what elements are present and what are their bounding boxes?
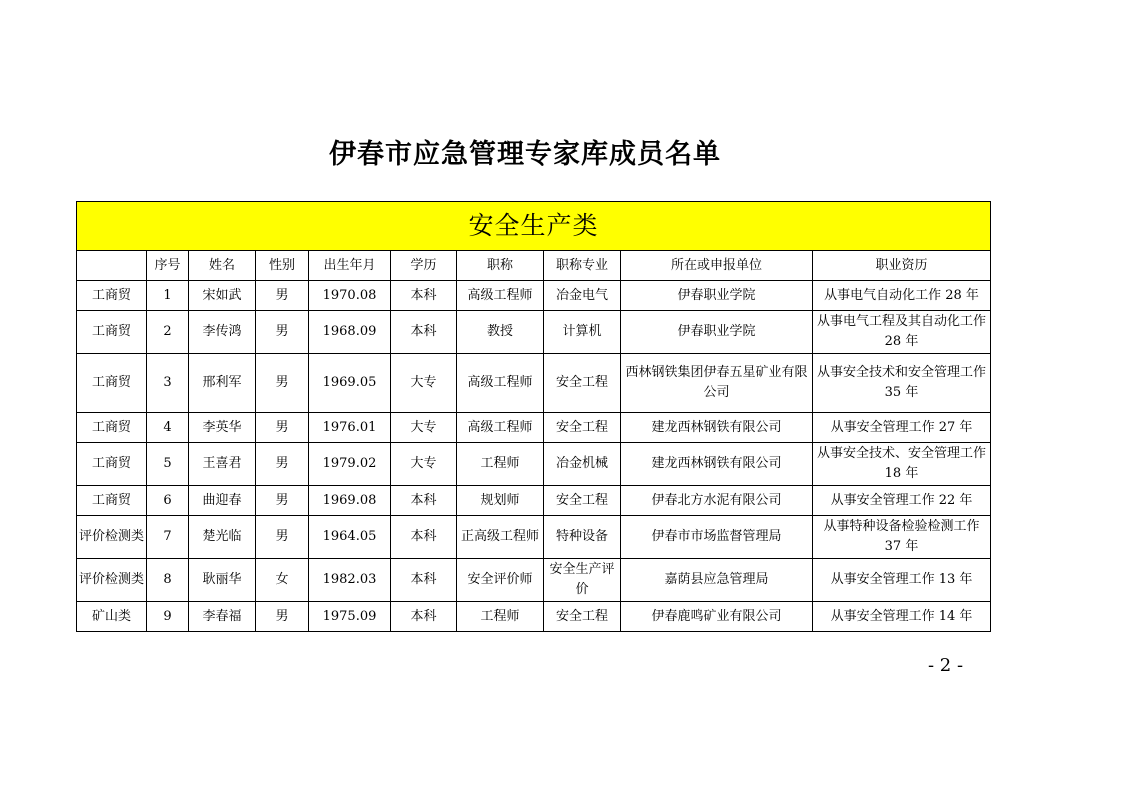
table-row [77, 354, 991, 413]
cell-organization: 建龙西林钢铁有限公司 [621, 443, 813, 486]
cell-specialty: 安全工程 [544, 354, 621, 413]
cell-index: 2 [147, 311, 189, 354]
column-header-gender: 性别 [256, 251, 309, 281]
cell-specialty: 安全工程 [544, 413, 621, 443]
cell-experience: 从事安全管理工作 22 年 [813, 486, 991, 516]
cell-title: 安全评价师 [457, 559, 544, 602]
cell-name: 曲迎春 [189, 486, 256, 516]
column-header-specialty: 职称专业 [544, 251, 621, 281]
table-row [77, 486, 991, 516]
table-row [77, 559, 991, 602]
cell-index: 7 [147, 516, 189, 559]
cell-birth: 1964.05 [309, 516, 391, 559]
cell-index: 6 [147, 486, 189, 516]
cell-experience: 从事特种设备检验检测工作 37 年 [813, 516, 991, 559]
cell-gender: 男 [256, 486, 309, 516]
cell-category: 评价检测类 [77, 559, 147, 602]
cell-specialty: 安全工程 [544, 486, 621, 516]
cell-category: 评价检测类 [77, 516, 147, 559]
cell-category: 工商贸 [77, 486, 147, 516]
cell-birth: 1979.02 [309, 443, 391, 486]
cell-specialty: 冶金机械 [544, 443, 621, 486]
cell-birth: 1976.01 [309, 413, 391, 443]
column-header-birth: 出生年月 [309, 251, 391, 281]
cell-category: 工商贸 [77, 443, 147, 486]
cell-title: 规划师 [457, 486, 544, 516]
cell-education: 大专 [391, 354, 457, 413]
cell-name: 宋如武 [189, 281, 256, 311]
cell-name: 李春福 [189, 602, 256, 632]
cell-organization: 伊春市市场监督管理局 [621, 516, 813, 559]
cell-name: 邢利军 [189, 354, 256, 413]
cell-education: 本科 [391, 281, 457, 311]
column-header-row [77, 251, 991, 281]
cell-education: 本科 [391, 486, 457, 516]
cell-specialty: 特种设备 [544, 516, 621, 559]
cell-organization: 伊春鹿鸣矿业有限公司 [621, 602, 813, 632]
cell-index: 1 [147, 281, 189, 311]
cell-gender: 男 [256, 443, 309, 486]
cell-name: 李英华 [189, 413, 256, 443]
cell-education: 本科 [391, 311, 457, 354]
cell-specialty: 安全生产评价 [544, 559, 621, 602]
cell-title: 正高级工程师 [457, 516, 544, 559]
cell-organization: 伊春职业学院 [621, 311, 813, 354]
cell-index: 8 [147, 559, 189, 602]
table-row [77, 413, 991, 443]
cell-gender: 男 [256, 516, 309, 559]
cell-birth: 1969.08 [309, 486, 391, 516]
cell-experience: 从事安全技术和安全管理工作 35 年 [813, 354, 991, 413]
cell-experience: 从事安全管理工作 13 年 [813, 559, 991, 602]
cell-specialty: 计算机 [544, 311, 621, 354]
table-row [77, 443, 991, 486]
cell-experience: 从事安全技术、安全管理工作 18 年 [813, 443, 991, 486]
cell-birth: 1968.09 [309, 311, 391, 354]
cell-gender: 男 [256, 354, 309, 413]
column-header-title: 职称 [457, 251, 544, 281]
cell-education: 本科 [391, 602, 457, 632]
cell-education: 本科 [391, 559, 457, 602]
cell-gender: 男 [256, 602, 309, 632]
cell-gender: 女 [256, 559, 309, 602]
cell-name: 耿丽华 [189, 559, 256, 602]
cell-education: 大专 [391, 443, 457, 486]
column-header-organization: 所在或申报单位 [621, 251, 813, 281]
cell-category: 矿山类 [77, 602, 147, 632]
table-row [77, 516, 991, 559]
cell-organization: 嘉荫县应急管理局 [621, 559, 813, 602]
cell-specialty: 安全工程 [544, 602, 621, 632]
cell-organization: 伊春北方水泥有限公司 [621, 486, 813, 516]
cell-experience: 从事安全管理工作 27 年 [813, 413, 991, 443]
cell-title: 高级工程师 [457, 354, 544, 413]
column-header-education: 学历 [391, 251, 457, 281]
column-header-category [77, 251, 147, 281]
column-header-index: 序号 [147, 251, 189, 281]
cell-title: 工程师 [457, 602, 544, 632]
cell-title: 高级工程师 [457, 281, 544, 311]
cell-category: 工商贸 [77, 413, 147, 443]
cell-organization: 建龙西林钢铁有限公司 [621, 413, 813, 443]
table-row [77, 602, 991, 632]
cell-name: 李传鸿 [189, 311, 256, 354]
cell-birth: 1982.03 [309, 559, 391, 602]
cell-specialty: 冶金电气 [544, 281, 621, 311]
cell-experience: 从事电气工程及其自动化工作 28 年 [813, 311, 991, 354]
cell-gender: 男 [256, 281, 309, 311]
cell-education: 大专 [391, 413, 457, 443]
cell-index: 5 [147, 443, 189, 486]
cell-index: 9 [147, 602, 189, 632]
cell-gender: 男 [256, 413, 309, 443]
cell-name: 楚光临 [189, 516, 256, 559]
page-number: - 2 - [928, 655, 964, 676]
table-row [77, 281, 991, 311]
cell-organization: 西林钢铁集团伊春五星矿业有限公司 [621, 354, 813, 413]
cell-gender: 男 [256, 311, 309, 354]
cell-name: 王喜君 [189, 443, 256, 486]
cell-category: 工商贸 [77, 281, 147, 311]
cell-experience: 从事电气自动化工作 28 年 [813, 281, 991, 311]
cell-title: 工程师 [457, 443, 544, 486]
cell-category: 工商贸 [77, 354, 147, 413]
cell-education: 本科 [391, 516, 457, 559]
cell-category: 工商贸 [77, 311, 147, 354]
cell-organization: 伊春职业学院 [621, 281, 813, 311]
cell-title: 教授 [457, 311, 544, 354]
section-header-row [77, 202, 991, 251]
cell-birth: 1969.05 [309, 354, 391, 413]
expert-roster-table [76, 201, 991, 632]
cell-index: 3 [147, 354, 189, 413]
cell-birth: 1970.08 [309, 281, 391, 311]
table-row [77, 311, 991, 354]
cell-index: 4 [147, 413, 189, 443]
column-header-name: 姓名 [189, 251, 256, 281]
column-header-experience: 职业资历 [813, 251, 991, 281]
document-title: 伊春市应急管理专家库成员名单 [329, 139, 721, 170]
cell-experience: 从事安全管理工作 14 年 [813, 602, 991, 632]
cell-birth: 1975.09 [309, 602, 391, 632]
section-title: 安全生产类 [77, 202, 991, 251]
cell-title: 高级工程师 [457, 413, 544, 443]
